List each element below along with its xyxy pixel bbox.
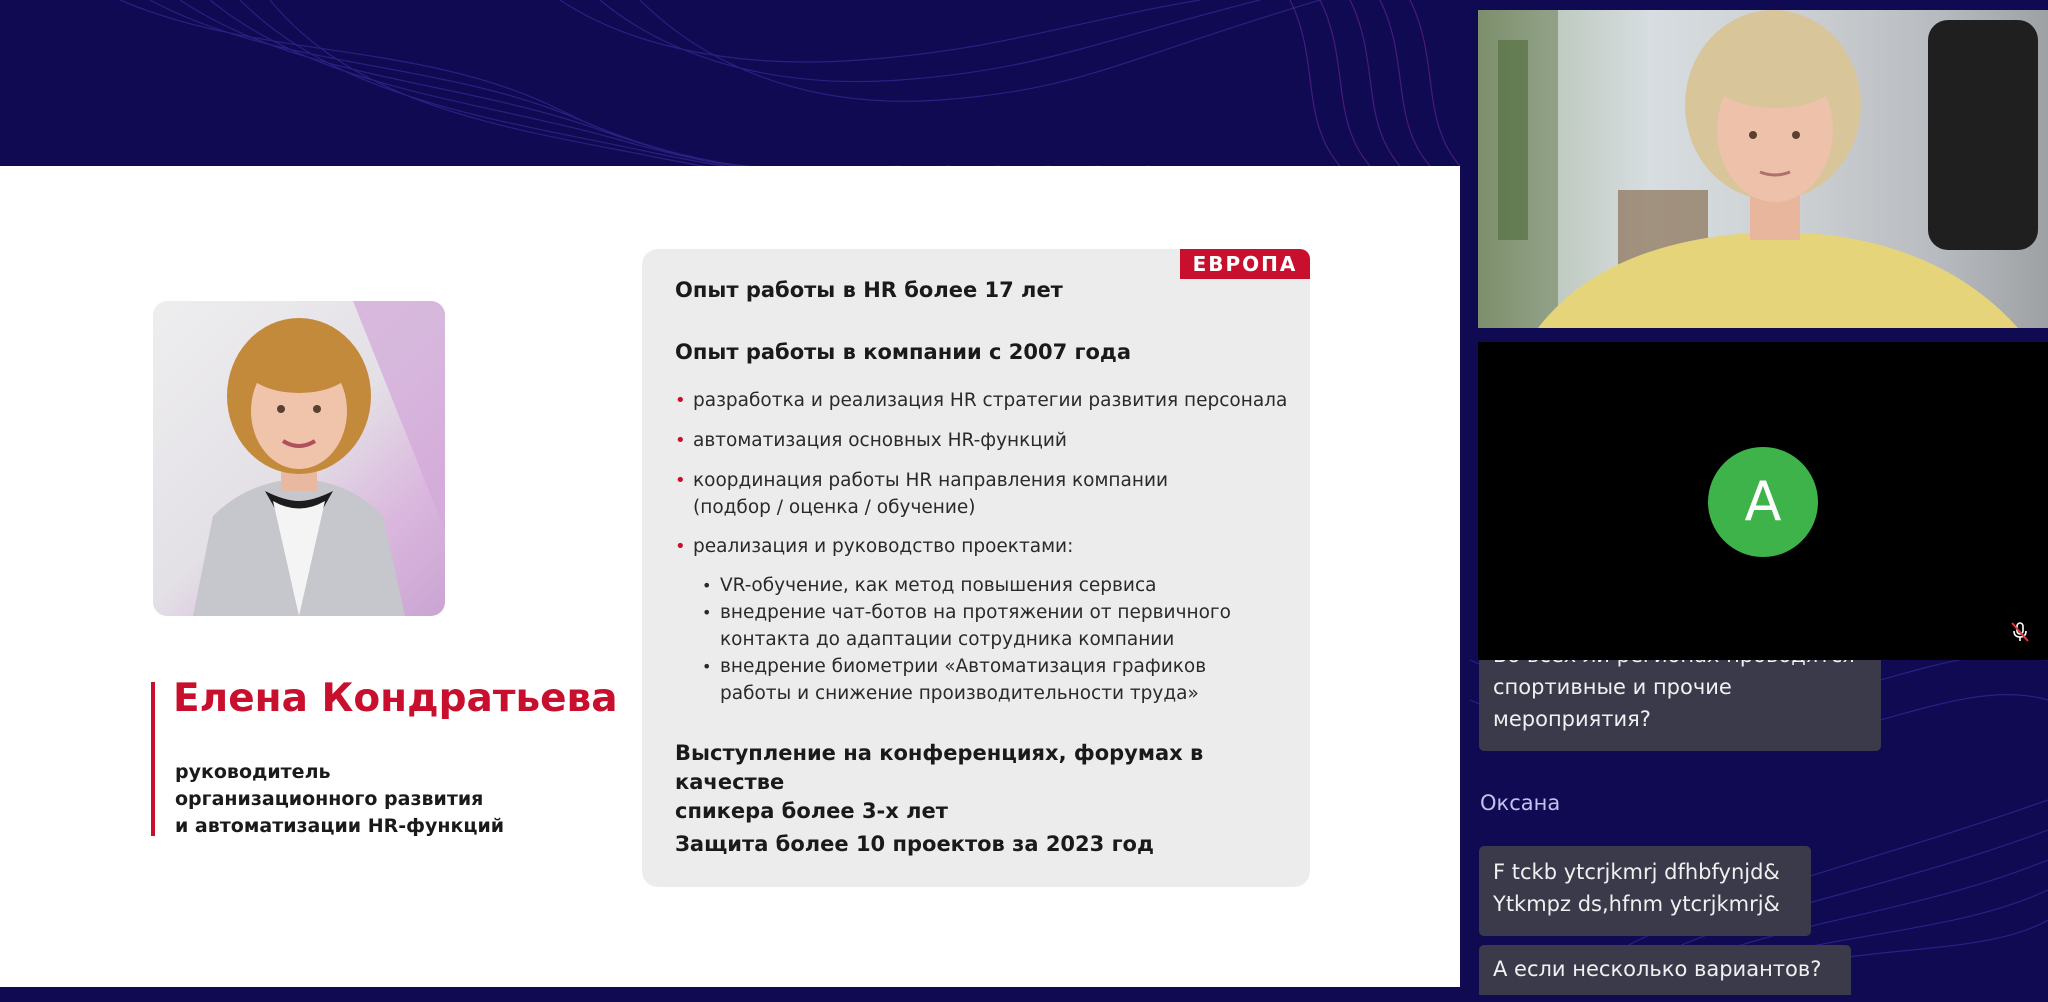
experience-heading: Опыт работы в HR более 17 лет: [675, 278, 1063, 302]
speaker-photo: [153, 301, 445, 616]
mic-off-icon: [2008, 620, 2032, 644]
chat-message: спортивные и прочие мероприятия?: [1479, 635, 1881, 751]
company-heading: Опыт работы в компании с 2007 года: [675, 340, 1132, 364]
chat-author: Оксана: [1480, 791, 1561, 815]
speaker-block: [151, 676, 618, 1002]
speaker-role: руководитель организационного развития и автоматизации HR-функций: [175, 761, 505, 837]
list-item: • реализация и руководство проектами:: [675, 536, 1074, 557]
participant-video-tile-camera-off[interactable]: [1478, 342, 2048, 660]
info-card: [642, 249, 1310, 887]
chat-message: А если несколько вариантов?: [1479, 945, 1851, 995]
chat-message: F tckb ytcrjkmrj dfhbfynjd& Ytkmpz ds,hfnm ytcrjkmrj&: [1479, 846, 1811, 936]
list-item: • автоматизация основных HR-функций: [675, 430, 1067, 451]
speaker-name: Елена Кондратьева: [173, 676, 618, 721]
participant-video-tile[interactable]: [1478, 10, 2048, 328]
list-item: • координация работы HR направления компании (подбор / оценка / обучение): [675, 470, 1169, 518]
sub-list-item: • внедрение чат-ботов на протяжении от первичного контакта до адаптации сотрудника компании: [702, 602, 1231, 650]
participant-avatar: A: [1708, 447, 1818, 557]
evropa-logo: ЕВРОПА: [1180, 249, 1310, 279]
list-item: • разработка и реализация HR стратегии развития персонала: [675, 390, 1288, 411]
sub-list-item: • внедрение биометрии «Автоматизация графиков работы и снижение производительности труда»: [702, 656, 1207, 704]
accent-bar: [151, 682, 155, 836]
sub-list-item: • VR-обучение, как метод повышения сервиса: [702, 575, 1157, 596]
conference-heading: Выступление на конференциях, форумах в качестве спикера более 3-х лет: [675, 741, 1204, 823]
projects-heading: Защита более 10 проектов за 2023 год: [675, 832, 1154, 856]
presentation-slide: [0, 166, 1460, 987]
